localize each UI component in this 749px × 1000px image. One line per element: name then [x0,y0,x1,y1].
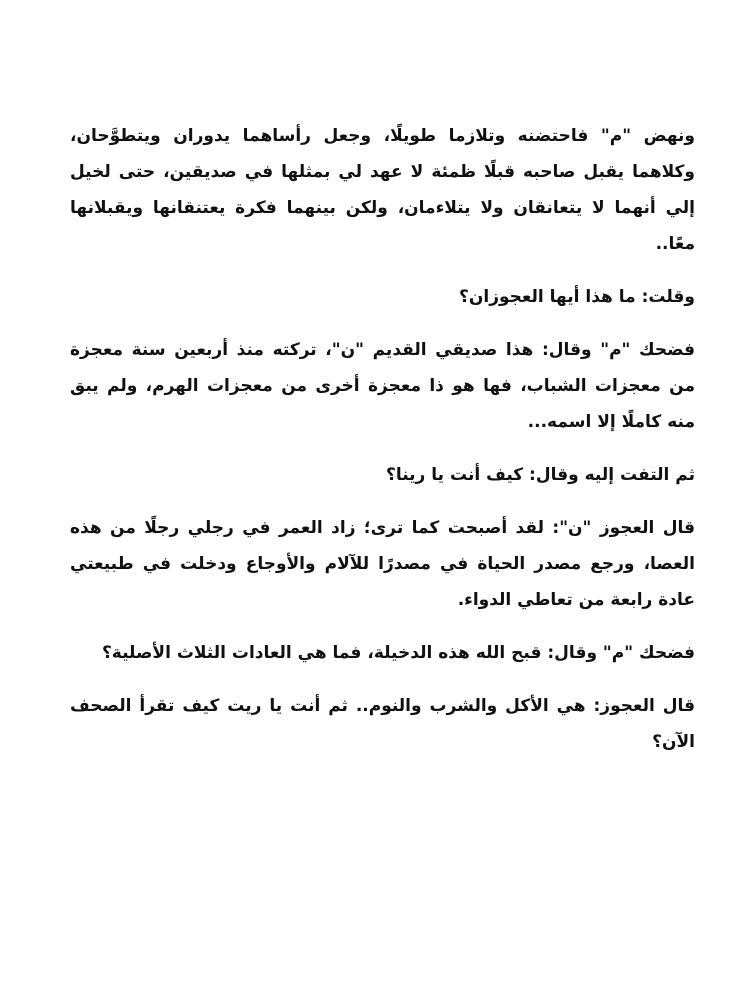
document-page [70,118,695,777]
paragraph-old-man-reply: قال العجوز "ن": لقد أصبحت كما ترى؛ زاد العمر في رجلي رجلًا من هذه العصا، ورجع مصدر الحياة في مصدرًا للآلام والأوجاع ودخلت في طبيعتي عادة رابعة من تعاطي الدواء. [70,518,695,610]
paragraph-question: وقلت: ما هذا أيها العجوزان؟ [459,287,695,307]
paragraph-introduction: فضحك "م" وقال: هذا صديقي القديم "ن"، تركته منذ أربعين سنة معجزة من معجزات الشباب، فها هو ذا معجزة أخرى من معجزات الهرم، ولم يبق منه كاملًا إلا اسمه... [70,340,695,432]
paragraph-embrace: ونهض "م" فاحتضنه وتلازما طويلًا، وجعل رأساهما يدوران ويتطوَّحان، وكلاهما يقبل صاحبه قبلًا ظمئة لا عهد لي بمثلها في صديقين، حتى لخيل إلي أنهما لا يتعانقان ولا يتلاءمان، ولكن بينهما فكرة يعتنقانها ويقبلانها معًا.. [70,126,695,254]
paragraph-habits-question: فضحك "م" وقال: قبح الله هذه الدخيلة، فما هي العادات الثلاث الأصلية؟ [101,643,695,663]
paragraph-habits-answer: قال العجوز: هي الأكل والشرب والنوم.. ثم أنت يا ريت كيف تقرأ الصحف الآن؟ [70,696,695,752]
paragraph-greeting: ثم التفت إليه وقال: كيف أنت يا رينا؟ [385,465,695,485]
